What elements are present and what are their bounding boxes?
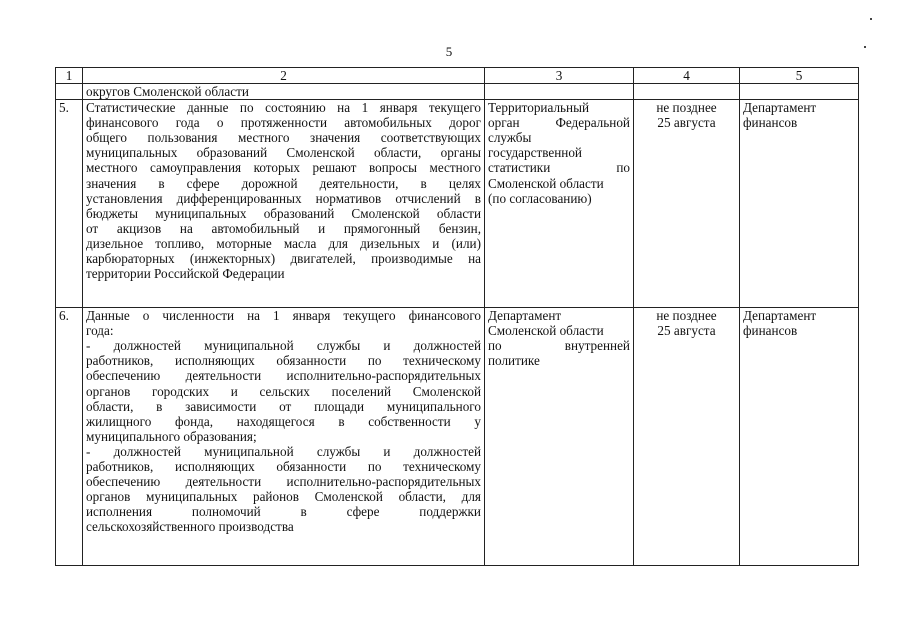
row-number: 6. (56, 308, 83, 566)
row-content: Данные о численности на 1 января текущего финансового года: - должностей муниципальной службы и должностей работников, исполняющих обязанности по техническому обеспечению деятельности исполнительно-распорядительных органов городских и сельских поселений Смоленской области, в зависимости от площади муниципального жилищного фонда, находящегося в собственности у муниципального образования; - должностей муниципальной службы и должностей работников, исполняющих обязанности по техническому обеспечению деятельности исполнительно-распорядительных органов муниципальных районов Смоленской области, для исполнения полномочий в сфере поддержки сельскохозяйственного производства (83, 308, 485, 566)
table-header-row (56, 68, 859, 84)
row-number: 5. (56, 100, 83, 308)
column-header: 2 (83, 68, 485, 84)
page-number: 5 (445, 44, 453, 59)
row-deadline: не позднее 25 августа (634, 308, 740, 566)
row-organization: Территориальный орган Федеральной службы государственной статистики по Смоленской области (по согласованию) (485, 100, 634, 308)
row-organization: Департамент Смоленской области по внутренней политике (485, 308, 634, 566)
continuation-text: округов Смоленской области (83, 84, 485, 100)
row-content: Статистические данные по состоянию на 1 января текущего финансового года о протяженности автомобильных дорог общего пользования местного значения соответствующих муниципальных образований Смоленской области, органы местного самоуправления которых решают вопросы местного значения в сфере дорожной деятельности, в целях установления дифференцированных нормативов отчислений в бюджеты муниципальных образований Смоленской области от акцизов на автомобильный и прямогонный бензин, дизельное топливо, моторные масла для дизельных и (или) карбюраторных (инжекторных) двигателей, производимые на территории Российской Федерации (83, 100, 485, 308)
data-table (55, 67, 859, 566)
table-row-continuation (56, 84, 859, 100)
column-header: 3 (485, 68, 634, 84)
table-cell (740, 84, 859, 100)
row-responsible: Департамент финансов (740, 308, 859, 566)
column-header: 4 (634, 68, 740, 84)
table-cell (634, 84, 740, 100)
row-deadline: не позднее 25 августа (634, 100, 740, 308)
scan-speck (864, 46, 866, 48)
table-row (56, 308, 859, 566)
table-cell (56, 84, 83, 100)
column-header: 5 (740, 68, 859, 84)
row-responsible: Департамент финансов (740, 100, 859, 308)
table-cell (485, 84, 634, 100)
table-row (56, 100, 859, 308)
scan-speck (870, 18, 872, 20)
column-header: 1 (56, 68, 83, 84)
